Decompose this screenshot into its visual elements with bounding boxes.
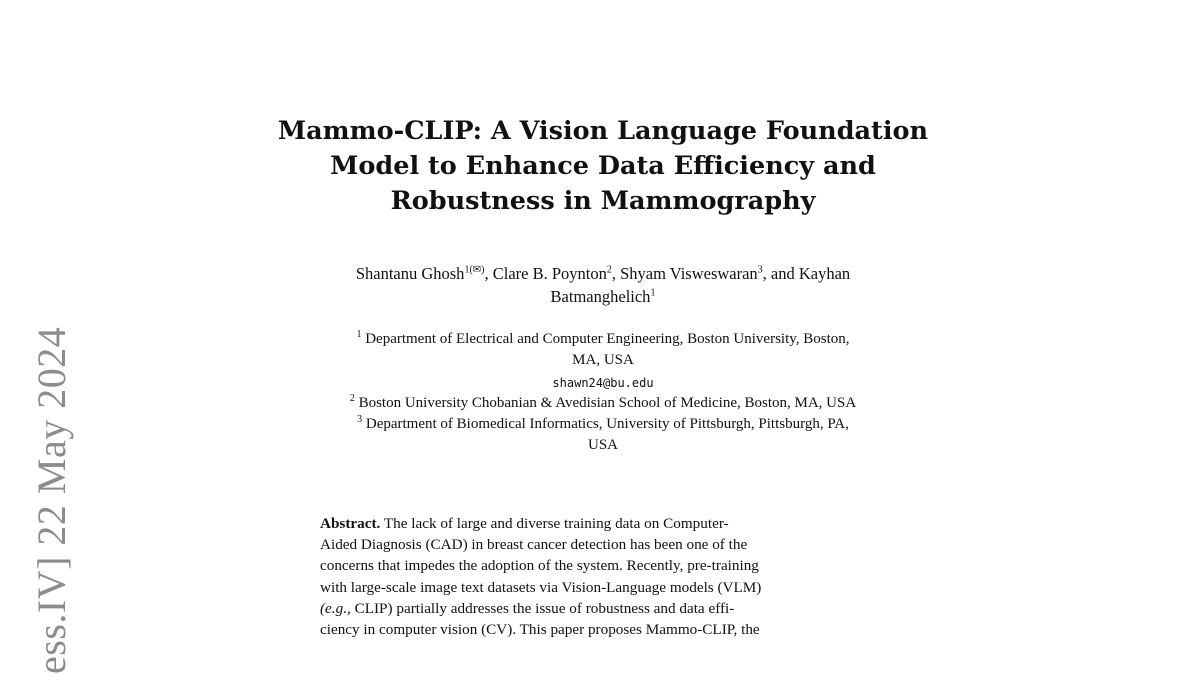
author-name: Batmanghelich — [550, 287, 651, 306]
affiliation-number: 3 — [357, 414, 363, 425]
author-name: , Shyam Visweswaran — [611, 264, 758, 283]
affiliation-1 — [268, 329, 938, 371]
affiliation-number: 1 — [356, 329, 362, 340]
abstract-text: Aided Diagnosis (CAD) in breast cancer detection has been one of the — [320, 536, 748, 554]
arxiv-stamp-text: ess.IV] 22 May 2024 — [29, 326, 74, 674]
affiliation-2 — [268, 393, 938, 414]
affiliation-3 — [268, 414, 938, 456]
title-line-2: Model to Enhance Data Efficiency and — [330, 151, 876, 181]
author-list — [268, 262, 938, 308]
arxiv-side-stamp — [16, 294, 76, 674]
abstract-text: concerns that impedes the adoption of the system. Recently, pre-training — [320, 557, 759, 575]
abstract-text: ciency in computer vision (CV). This paper proposes Mammo-CLIP, the — [320, 621, 760, 639]
abstract-label: Abstract. — [320, 515, 381, 532]
abstract-text: (e.g., — [320, 599, 351, 617]
author-affiliation-mark: 1 — [650, 287, 656, 299]
affiliation-number: 2 — [349, 393, 355, 404]
abstract-text: The lack of large and diverse training data on Computer- — [380, 515, 729, 532]
abstract-text: with large-scale image text datasets via Vision-Language models (VLM) — [320, 578, 762, 596]
affiliation-text: Department of Electrical and Computer Engineering, Boston University, Boston, — [365, 331, 850, 347]
title-line-3: Robustness in Mammography — [390, 186, 816, 216]
abstract-text: CLIP) partially addresses the issue of robustness and data effi- — [350, 599, 735, 617]
paper-title — [240, 114, 966, 219]
author-affiliation-mark: 1(✉) — [464, 264, 485, 276]
author-name: , Clare B. Poynton — [484, 264, 607, 283]
affiliation-text: Department of Biomedical Informatics, University of Pittsburgh, Pittsburgh, PA, — [365, 416, 849, 432]
abstract — [320, 513, 887, 640]
affiliation-text: USA — [587, 437, 618, 453]
author-name: , and Kayhan — [762, 264, 851, 283]
author-name: Shantanu Ghosh — [355, 264, 465, 283]
corresponding-email[interactable]: shawn24@bu.edu — [552, 376, 654, 390]
affiliation-text: MA, USA — [572, 352, 634, 368]
author-affiliation-mark: 2 — [606, 264, 612, 276]
author-affiliation-mark: 3 — [757, 264, 763, 276]
title-line-1: Mammo-CLIP: A Vision Language Foundation — [277, 116, 929, 146]
affiliation-text: Boston University Chobanian & Avedisian School of Medicine, Boston, MA, USA — [358, 395, 857, 411]
